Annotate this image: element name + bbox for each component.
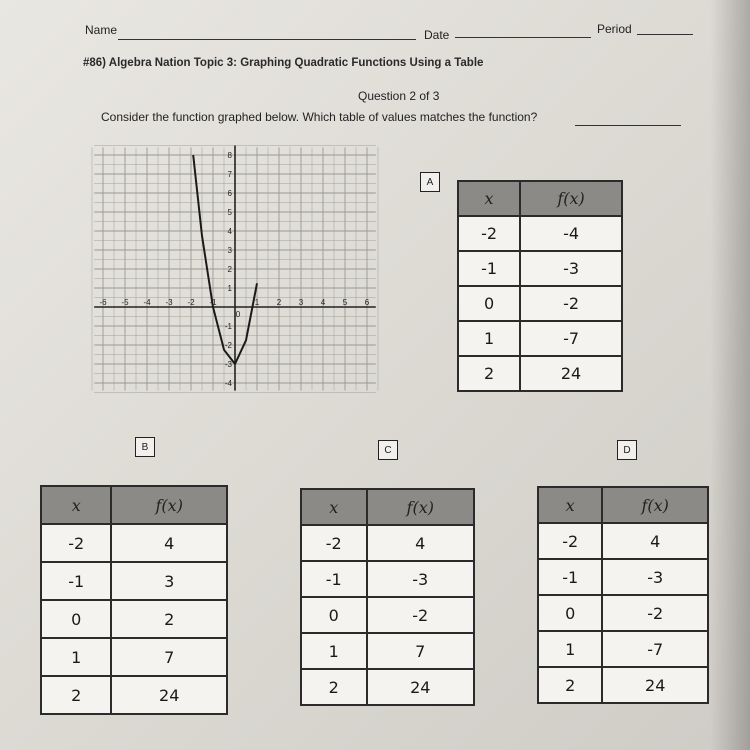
table-cell: -7 (602, 631, 708, 667)
x-tick-label: -6 (99, 298, 107, 307)
option-a-label: A (420, 172, 440, 192)
table-cell: -2 (301, 525, 367, 561)
table-cell: 1 (41, 638, 111, 676)
table-cell: 24 (367, 669, 474, 705)
table-cell: 24 (520, 356, 622, 391)
y-tick-label: 6 (227, 189, 232, 198)
table-c-fx-header: f(x) (367, 489, 474, 525)
table-cell: -3 (367, 561, 474, 597)
name-label: Name (85, 23, 118, 37)
table-cell: 24 (602, 667, 708, 703)
table-cell: 0 (538, 595, 602, 631)
table-cell: 0 (301, 597, 367, 633)
table-cell: 4 (367, 525, 474, 561)
table-cell: -2 (520, 286, 622, 321)
y-tick-label: -1 (224, 322, 232, 331)
quadratic-graph (90, 135, 390, 395)
table-a-fx-header: f(x) (520, 181, 622, 216)
table-cell: -2 (458, 216, 520, 251)
table-b (40, 485, 228, 715)
table-d-fx-header: f(x) (602, 487, 708, 523)
x-tick-label: -3 (165, 298, 173, 307)
table-cell: -1 (458, 251, 520, 286)
answer-blank (575, 125, 681, 126)
y-tick-label: 2 (227, 265, 232, 274)
option-c-label: C (378, 440, 398, 460)
table-cell: 4 (111, 524, 227, 562)
table-cell: 1 (301, 633, 367, 669)
x-tick-label: -4 (143, 298, 151, 307)
period-blank (637, 34, 693, 35)
y-tick-label: 7 (227, 170, 232, 179)
table-cell: -3 (602, 559, 708, 595)
y-tick-label: -2 (224, 341, 232, 350)
table-cell: 0 (458, 286, 520, 321)
period-label: Period (597, 22, 632, 36)
table-cell: -2 (602, 595, 708, 631)
table-cell: -4 (520, 216, 622, 251)
table-cell: -3 (520, 251, 622, 286)
table-cell: 1 (458, 321, 520, 356)
y-tick-label: -4 (224, 379, 232, 388)
question-prompt: Consider the function graphed below. Which table of values matches the function? (101, 110, 538, 124)
x-tick-label: 6 (364, 298, 370, 307)
x-tick-label: 3 (298, 298, 304, 307)
table-cell: -1 (301, 561, 367, 597)
page-shadow (710, 0, 750, 750)
option-b-label: B (135, 437, 155, 457)
x-tick-label: -5 (121, 298, 129, 307)
y-tick-label: 8 (227, 151, 232, 160)
x-tick-label: 1 (254, 298, 260, 307)
table-a-x-header: x (458, 181, 520, 216)
table-cell: -7 (520, 321, 622, 356)
table-cell: 7 (111, 638, 227, 676)
table-c (300, 488, 475, 706)
table-cell: 3 (111, 562, 227, 600)
x-tick-label: 4 (320, 298, 326, 307)
y-tick-label: 3 (227, 246, 232, 255)
table-b-x-header: x (41, 486, 111, 524)
table-cell: 2 (41, 676, 111, 714)
y-tick-label: -3 (224, 360, 232, 369)
table-cell: -1 (41, 562, 111, 600)
y-tick-label: 1 (227, 284, 232, 293)
table-cell: 0 (41, 600, 111, 638)
worksheet-title: #86) Algebra Nation Topic 3: Graphing Quadratic Functions Using a Table (83, 57, 484, 69)
table-d (537, 486, 709, 704)
date-blank (455, 37, 591, 38)
x-tick-label: -2 (187, 298, 195, 307)
table-cell: -2 (41, 524, 111, 562)
y-tick-label: 5 (227, 208, 232, 217)
table-cell: -2 (538, 523, 602, 559)
table-cell: -1 (538, 559, 602, 595)
date-label: Date (424, 28, 450, 42)
table-c-x-header: x (301, 489, 367, 525)
table-d-x-header: x (538, 487, 602, 523)
table-cell: 2 (111, 600, 227, 638)
question-counter: Question 2 of 3 (358, 89, 440, 103)
table-cell: 24 (111, 676, 227, 714)
table-cell: 2 (458, 356, 520, 391)
y-tick-label: 4 (227, 227, 232, 236)
table-b-fx-header: f(x) (111, 486, 227, 524)
table-cell: 2 (301, 669, 367, 705)
x-tick-label: 5 (342, 298, 348, 307)
table-cell: 7 (367, 633, 474, 669)
table-cell: 1 (538, 631, 602, 667)
table-cell: 4 (602, 523, 708, 559)
name-blank (118, 39, 416, 40)
x-tick-label: 2 (276, 298, 282, 307)
option-d-label: D (617, 440, 637, 460)
x-tick-label: -1 (209, 298, 217, 307)
table-a (457, 180, 623, 392)
table-cell: 2 (538, 667, 602, 703)
x-tick-label: 0 (235, 310, 241, 319)
table-cell: -2 (367, 597, 474, 633)
